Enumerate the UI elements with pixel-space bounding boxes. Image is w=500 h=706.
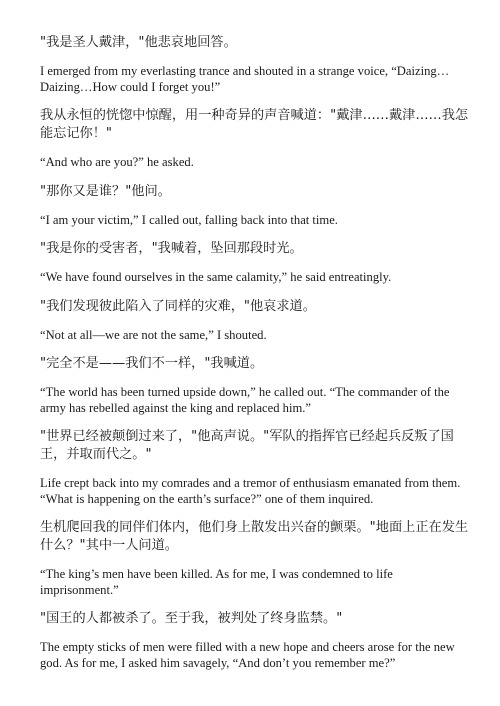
- paragraph-en: Life crept back into my comrades and a tremor of enthusiasm emanated from them. “What is happening on the earth’s surface?” one of them inquired.: [40, 476, 461, 506]
- paragraph-en: The empty sticks of men were filled with a new hope and cheers arose for the new god. As for me, I asked him savagely, “And don’t you remember me?”: [40, 640, 455, 670]
- paragraph-zh: 我从永恒的恍惚中惊醒，用一种奇异的声音喊道："戴津……戴津……我怎能忘记你！": [40, 108, 469, 141]
- paragraph-en: “And who are you?” he asked.: [40, 155, 194, 169]
- paragraph-zh: "世界已经被颠倒过来了，"他高声说。"军队的指挥官已经起兵反叛了国王，并取而代之。": [40, 429, 454, 462]
- paragraph-zh: "我们发现彼此陷入了同样的灾难，"他哀求道。: [40, 298, 316, 314]
- paragraph-zh: "我是你的受害者，"我喊着，坠回那段时光。: [40, 241, 303, 256]
- paragraph-zh: "那你又是谁？"他问。: [40, 183, 171, 199]
- paragraph-zh: 生机爬回我的同伴们体内，他们身上散发出兴奋的颤栗。"地面上正在发生什么？"其中一人问道。: [40, 520, 469, 553]
- paragraph-en: I emerged from my everlasting trance and shouted in a strange voice, “Daizing… Daizing…How could I forget you!”: [40, 64, 450, 94]
- paragraph-zh: "国王的人都被杀了。至于我，被判处了终身监禁。": [40, 611, 343, 626]
- paragraph-en: “We have found ourselves in the same calamity,” he said entreatingly.: [40, 270, 392, 284]
- document-page: [40, 34, 470, 683]
- paragraph-en: “I am your victim,” I called out, falling back into that time.: [40, 212, 338, 227]
- paragraph-en: “The king’s men have been killed. As for me, I was condemned to life imprisonment.”: [40, 567, 393, 597]
- paragraph-en: “The world has been turned upside down,” he called out. “The commander of the army has rebelled against the king and replaced him.”: [40, 385, 450, 415]
- paragraph-en: “Not at all—we are not the same,” I shouted.: [40, 327, 267, 342]
- paragraph-zh: "我是圣人戴津，"他悲哀地回答。: [40, 35, 237, 50]
- paragraph-zh: "完全不是——我们不一样，"我喊道。: [40, 356, 264, 371]
